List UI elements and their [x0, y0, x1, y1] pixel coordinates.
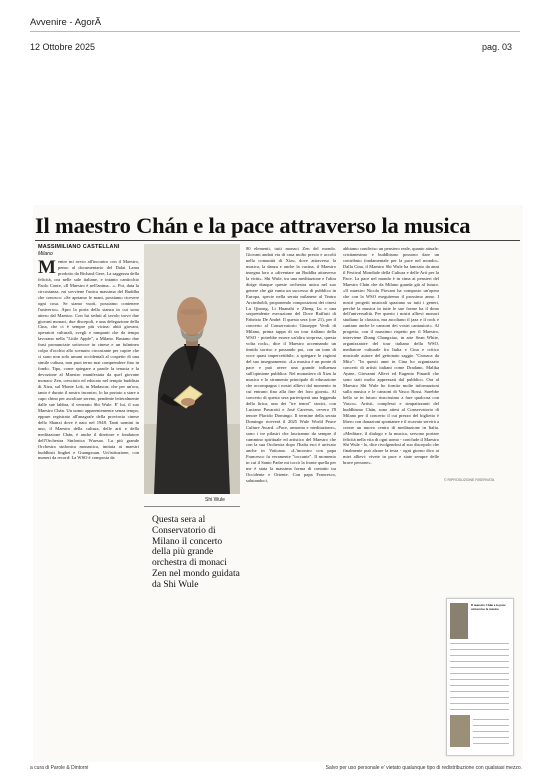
- dropcap: M: [38, 259, 56, 278]
- thumbnail-text-line: [473, 731, 509, 732]
- thumbnail-text-line: [450, 643, 509, 644]
- thumbnail-text-line: [473, 743, 509, 744]
- thumbnail-text-line: [450, 655, 509, 656]
- article-column-2: [246, 246, 336, 751]
- page-number: pag. 03: [481, 42, 512, 52]
- thumbnail-text-line: [450, 679, 509, 680]
- pull-quote: Questa sera al Conservatorio di Milano il concerto della più grande orchestra di monaci Zen nel mondo guidata da Shi Wule: [152, 515, 240, 590]
- photo-caption: Shi Wule: [205, 497, 225, 503]
- page-thumbnail: [446, 598, 514, 756]
- article-column-1: [38, 259, 139, 749]
- thumbnail-photo: [450, 603, 468, 639]
- publication-name: Avvenire - AgorÃ: [30, 17, 102, 28]
- pullquote-divider: [144, 506, 240, 507]
- dateline-place: Milano: [38, 251, 53, 257]
- thumbnail-text-line: [473, 725, 509, 726]
- monk-illustration: [144, 244, 240, 494]
- footer-source: a cura di Parole & Dintorni: [30, 765, 89, 771]
- author-byline: MASSIMILIANO CASTELLANI: [38, 244, 120, 250]
- thumbnail-photo-2: [450, 715, 470, 747]
- thumbnail-text-line: [450, 649, 509, 650]
- issue-date: 12 Ottobre 2025: [30, 42, 96, 52]
- thumbnail-text-line: [473, 719, 509, 720]
- column-2-text: 80 elementi, tutti monaci Zen del mondo. Giovani andati via di casa molto presto e accolti nella comunità di Xizu, dove attraverso la musica, la danza e anche la cucina, il Maestro insegna loro a «diventare un Buddha attraverso la virtù». Shi Wule, tra una meditazione e l'altra dirige dunque queste orchestra unica nel suo genere che già vanta un successo di pubblico in Europa, specie nella serata milanese al Teatro Arcimboldi, proponendo composizioni dei cinesi Lu Qinong, Li Huanzhi e Zheng Lu e una sorprendente esecuzione del Dove Raffiuti di Fabrizio De André. Il questa sera (ore 21), per il concerto al Conservatorio Giuseppe Verdi di Milano, prima tappa di un tour italiano della WSO - potrebbe essere un'altra sorpresa, questa volta rock», dice il Maestro accennando un timido sorriso e passando poi, con un tono di voce quasi impercettibile, a spiegare le ragioni del suo insegnamento. «La musica è un ponte di pace e può avere una grande influenza sull'opinione pubblica. Nel monastero di Xizu la musica e lo strumento principale di educazione che accompagna i nostri allievi dal momento in cui entrano fino alla fine dei loro giorni». Al concerto di questa sera parteciperà una leggenda della lirica, uno dei "tre tenori" storici, con Luciano Pavarotti e José Carreras, ovvero l'8 tenore Placido Domingo. Il termine della serata Domingo riceverà il 2025 Wule World Peace Culture Award. «Pace, armonia e meditazione», sono i tre pilastri che lasciranno da sempre il cammino spirituale ed artistico del Maestro che con la sua Orchestra dopo l'Italia esci è arrivato anche in Vaticano. «L'incontro con papa Francesco fu veramente "toccante". Il momento in cui il Santo Padre mi toccò la fronte quella per me è stata la massima forma di contatto tra Occidente e Oriente. Con papa Francesco, salutandoci,: [246, 246, 336, 484]
- thumbnail-text-line: [450, 661, 509, 662]
- title-divider: [35, 240, 520, 241]
- footer-disclaimer: Salvo per uso personale e' vietato qualunque tipo di redistribuzione con qualsiasi mezzo.: [325, 765, 522, 771]
- column-1-text: entre mi avvio all'incontro con il Maestro, penso al documentario del Dalai Lama prodotto da Richard Gere, La saggezza della felicità, ora nelle sale italiane, e intanto canticchio Paolo Conte, «Il Maestro è nell'anima…». Poi, data la circostanza, mi sovviene l'unica massima del Buddha che conosco: «Se apriamo le mani, possiamo ricevere ogni cosa. Se siamo vuoti, possiamo contenere l'universo». Apro la porta della stanza in cui sono atteso dal Maestro. Con lui seduti al tavolo trovo due giovani monaci, due discepoli, e una delegazione della Cina, che ci è sempre più vicina: abiti giovani, operatori culturali, svegli e rampanti che da tempo lavorano nella "Little Apple", a Milano. Bastano due frasi pronunciate sottovoce in cinese e un fulmineo colpo d'occhio allo scenario circostante per capire che ci sono non solo umani occidentali al cospetto di una simile cultura, non puoi terno mai comprendere fino in fondo. Tipo, come spiegare a parole la tenacia e la devozione al Maestro manifestata da quel giovane monaco Zen, cresciuto ed educato nel tempio buddista di Xizu, sul Monte Lok, in Madascar, che per un'ora, tanto è durato il nostro incontro, lo ha portato a stare a capo chino per ascoltare sereno, pendente letteralmente dalle sue labbra, il venerato Shi Wule. E' lui, il suo Maestro Chán. Un uomo apparentemente senza tempo, eppure registrato all'anagrafe della provincia cinese dello Shanxi dove è nato nel 1948. Tanti uomini in uno, il Maestro della cultura, delle arti e della meditazione Chán, è anche il direttore e fondatore dell'Orchestra Sinfonica Wuesao. La più grande Orchestra sinfonica monastica, imitata ai maestri buddhisti lingbei e Guangxuan. Un'istituzione, con numeri da record: La WSO è composta da: [38, 259, 139, 461]
- thumbnail-text-line: [450, 703, 509, 704]
- column-3-text: abbiamo condiviso un pensiero reale, quanto attuale: cristianesimo e buddhismo possono dare un contributo fondamentale per la pace nel mondo». Dalla Cina, il Maestro Shi Wule ha lanciato da anni il Festival Mondiale della Cultura e delle Arti per la Pace. La pace nel mondo è in cima ai pensieri del Maestro Chán che da Milano guarda già al futuro. «Il maestro Nicola Piovani ha composto un'opera che con la WSO eseguiremo il prossimo anno. I nostri progetti musicali spaziano su tutti i generi, perché la musica in tutte le sue forme ha il dono dell'universalità. Per questo i nostri allievi monaci studiano la classica, ma ascoltano il jazz e il rock e cantano anche le canzoni dei vostri cantautori». Al progetto, con il massimo rispetto per il Maestro, interviene Zhang Changxiao, in arte Sean White, organizzatore del tour italiano della WSO, mediatore culturale fra Italia e Cina e critico musicale autore del gettonato saggio "Cronaca da Mito": "In questi anni in Cina ho organizzato concerti di artisti italiani come Dradano, Malika Ayane, Giovanni Allevi ed Eugenio Finardi che sono stati molto apprezzati dal pubblico. Ora al Maestro Shi Wule ho fornito molte informazioni sulla musica e le canzoni di Vasco Rossi. Sarebbe bello se in futuro riuscissimo a fare qualcosa con Vasco». Artisti, complessi e simpatizzanti del buddhismo Chán, sono attesi al Conservatorio di Milano per il concerto il cui prezzo del biglietto è libero con donazioni spontanee e il ricavato servirà a creare un nuovo centro di meditazione in Italia. «Meditare, il dialogo e la musica, servono portare felicità nella vita di ogni uomo - conclude il Maestro Shi Wule - lo, dice rivolgendosi al suo discepolo che finalmente può alzare la testa - ogni giorno dico ai miei allievi: vivete in pace e siate sempre delle brave persone».: [343, 246, 439, 466]
- thumbnail-text-line: [450, 673, 509, 674]
- thumbnail-text-line: [450, 667, 509, 668]
- thumbnail-text-line: [473, 737, 509, 738]
- copyright-credit: © RIPRODUZIONE RISERVATA: [444, 478, 495, 482]
- thumbnail-text-line: [450, 685, 509, 686]
- maestro-photo: [144, 244, 240, 494]
- thumbnail-text-line: [450, 709, 509, 710]
- header-divider: [30, 31, 520, 32]
- thumbnail-text-line: [450, 697, 509, 698]
- article-column-3: [343, 246, 439, 476]
- article-title: Il maestro Chán e la pace attraverso la musica: [35, 213, 471, 238]
- thumbnail-headline: Il maestro Chán e la pace attraverso la musica: [471, 603, 506, 611]
- thumbnail-text-line: [450, 691, 509, 692]
